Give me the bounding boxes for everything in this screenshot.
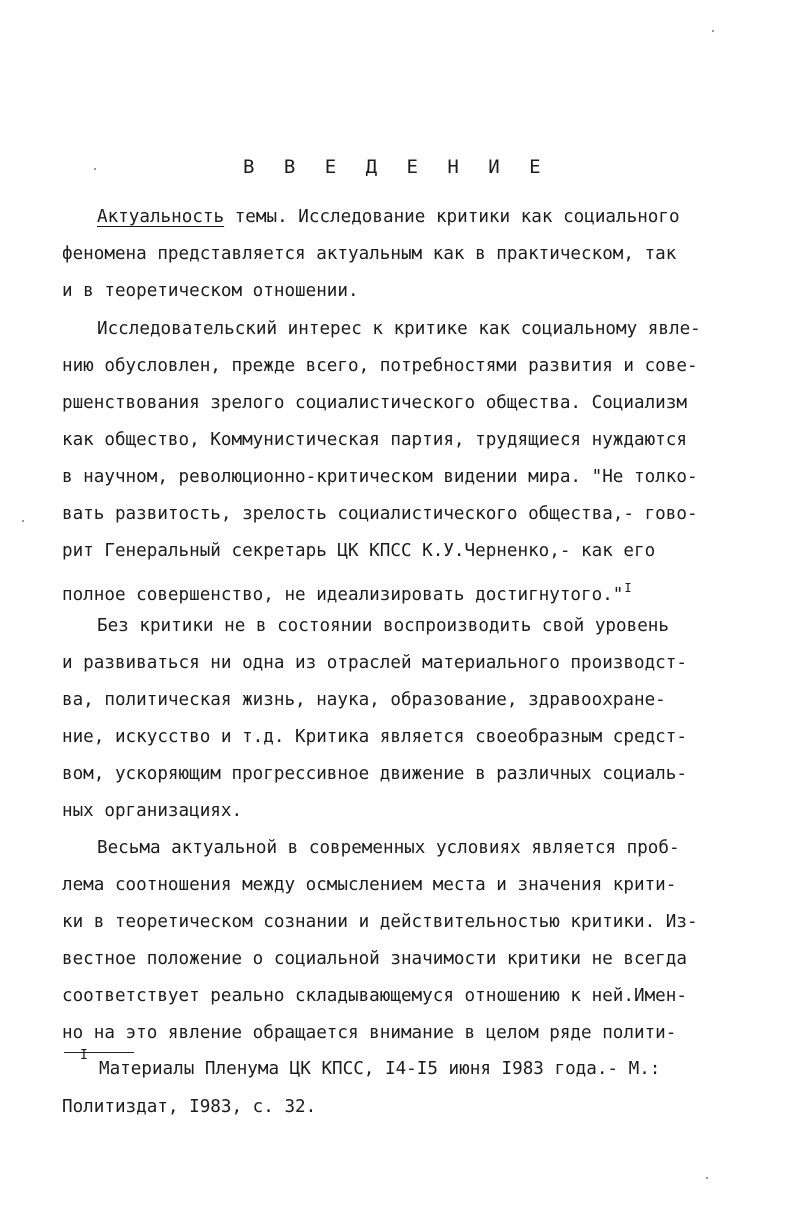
para2-line-3: ршенствования зрелого социалистического общества. Социализм xyxy=(62,393,687,413)
para3-line-3: ва, политическая жизнь, наука, образование, здравоохране- xyxy=(62,690,666,710)
footnote-line-1: Материалы Пленума ЦК КПСС, I4-I5 июня I983 года.- М.: xyxy=(99,1059,661,1079)
page-title: В В Е Д Е Н И Е xyxy=(243,156,550,178)
para2-line-8-text: полное совершенство, не идеализировать достигнутого." xyxy=(62,585,624,605)
scan-speck xyxy=(22,520,24,522)
para3-line-5: вом, ускоряющим прогрессивное движение в различных социаль- xyxy=(62,764,687,784)
intro-line-3: и в теоретическом отношении. xyxy=(62,281,359,301)
para2-line-1: Исследовательский интерес к критике как социальному явле- xyxy=(97,319,701,339)
footnote-line-2: Политиздат, I983, с. 32. xyxy=(62,1097,317,1117)
scan-speck xyxy=(712,30,714,32)
para2-line-8 xyxy=(62,577,632,606)
intro-line-1-text: темы. Исследование критики как социального xyxy=(224,207,680,227)
para2-line-7: рит Генеральный секретарь ЦК КПСС К.У.Черненко,- как его xyxy=(62,541,656,561)
scan-speck xyxy=(94,168,96,170)
intro-label: Актуальность xyxy=(97,207,225,227)
para3-line-4: ние, искусство и т.д. Критика является своеобразным средст- xyxy=(62,727,687,747)
para3-line-2: и развиваться ни одна из отраслей материального производст- xyxy=(62,653,687,673)
para4-line-2: лема соотношения между осмыслением места и значения крити- xyxy=(62,875,677,895)
para3-line-1: Без критики не в состоянии воспроизводить свой уровень xyxy=(97,616,669,636)
para4-line-1: Весьма актуальной в современных условиях является проб- xyxy=(97,838,680,858)
para4-line-4: вестное положение о социальной значимости критики не всегда xyxy=(62,949,687,969)
scan-speck xyxy=(706,1177,708,1179)
intro-line-1 xyxy=(97,206,680,228)
para2-line-2: нию обусловлен, прежде всего, потребностями развития и сове- xyxy=(62,356,698,376)
footnote-divider xyxy=(64,1052,134,1053)
para4-line-3: ки в теоретическом сознании и действительностью критики. Из- xyxy=(62,912,698,932)
footnote-mark: I xyxy=(80,1048,88,1063)
para4-line-6: но на это явление обращается внимание в целом ряде полити- xyxy=(62,1023,677,1043)
para3-line-6: ных организациях. xyxy=(62,801,243,821)
para2-line-6: вать развитость, зрелость социалистического общества,- гово- xyxy=(62,504,698,524)
footnote-reference[interactable]: I xyxy=(624,581,632,595)
intro-line-2: феномена представляется актуальным как в практическом, так xyxy=(62,244,677,264)
para2-line-4: как общество, Коммунистическая партия, трудящиеся нуждаются xyxy=(62,430,687,450)
para2-line-5: в научном, революционно-критическом видении мира. "Не толко- xyxy=(62,467,698,487)
para4-line-5: соответствует реально складывающемуся отношению к ней.Имен- xyxy=(62,986,687,1006)
